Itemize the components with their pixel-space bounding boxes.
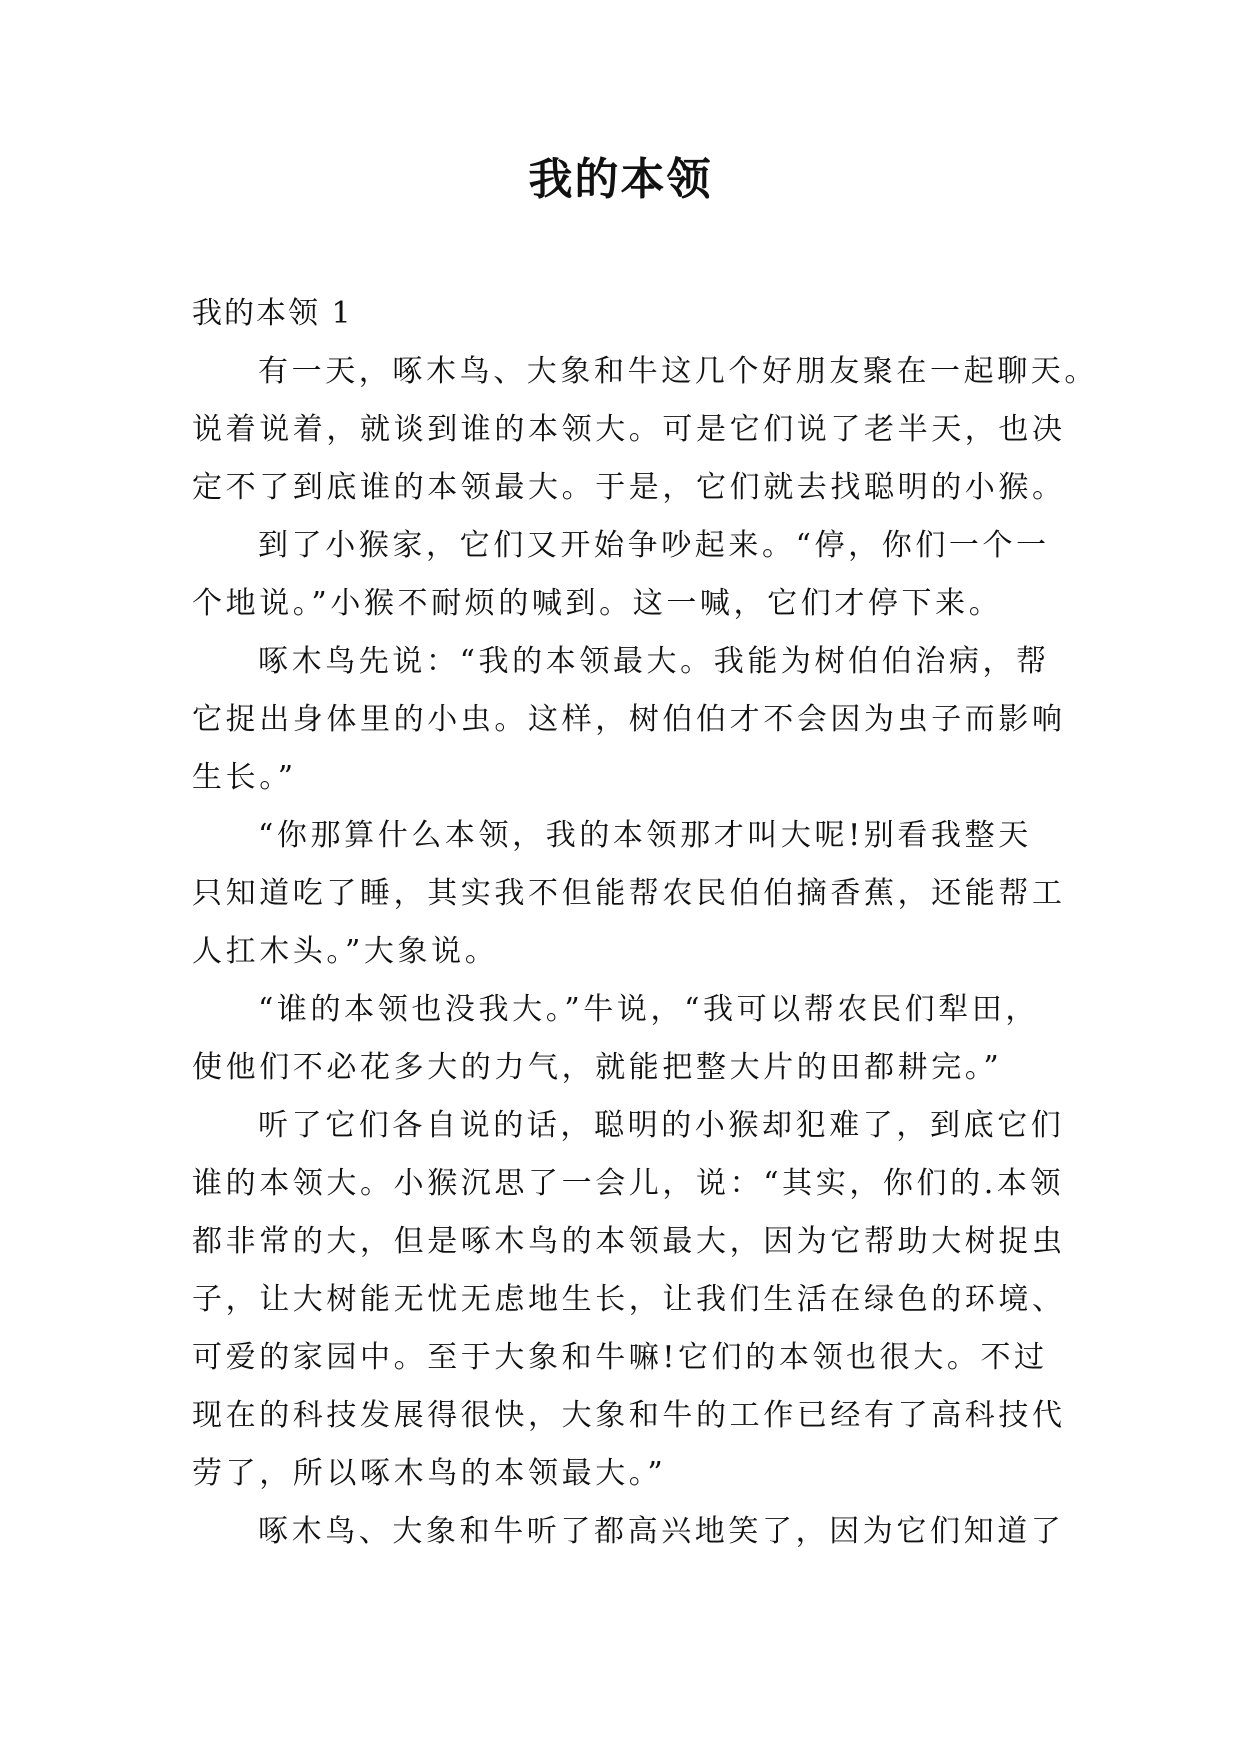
text-line: 人扛木头。”大象说。 — [192, 934, 499, 969]
text-line: 谁的本领大。小猴沉思了一会儿，说：“其实，你们的.本领 — [192, 1166, 1065, 1201]
text-line: 子，让大树能无忧无虑地生长，让我们生活在绿色的环境、 — [192, 1282, 1066, 1317]
text-line: “你那算什么本领，我的本领那才叫大呢!别看我整天 — [258, 818, 1032, 853]
text-line: 使他们不必花多大的力气，就能把整大片的田都耕完。” — [192, 1050, 1003, 1085]
text-line: 到了小猴家，它们又开始争吵起来。“停，你们一个一 — [258, 528, 1050, 563]
text-line: 啄木鸟先说：“我的本领最大。我能为树伯伯治病，帮 — [258, 644, 1050, 679]
text-line: 都非常的大，但是啄木鸟的本领最大，因为它帮助大树捉虫 — [192, 1224, 1066, 1259]
text-line: 个地说。”小猴不耐烦的喊到。这一喊，它们才停下来。 — [192, 586, 1003, 621]
document-title: 我的本领 — [528, 154, 713, 205]
text-line: “谁的本领也没我大。”牛说，“我可以帮农民们犁田， — [258, 992, 1040, 1027]
text-line: 有一天，啄木鸟、大象和牛这几个好朋友聚在一起聊天。 — [258, 354, 1098, 389]
text-line: 啄木鸟、大象和牛听了都高兴地笑了，因为它们知道了 — [258, 1514, 1065, 1549]
text-line: 它捉出身体里的小虫。这样，树伯伯才不会因为虫子而影响 — [192, 702, 1066, 737]
text-line: 可爱的家园中。至于大象和牛嘛!它们的本领也很大。不过 — [192, 1340, 1048, 1375]
text-line: 定不了到底谁的本领最大。于是，它们就去找聪明的小猴。 — [192, 470, 1066, 505]
text-line: 只知道吃了睡，其实我不但能帮农民伯伯摘香蕉，还能帮工 — [192, 876, 1066, 911]
text-line: 劳了，所以啄木鸟的本领最大。” — [192, 1456, 667, 1491]
text-line: 现在的科技发展得很快，大象和牛的工作已经有了高科技代 — [192, 1398, 1066, 1433]
text-line: 听了它们各自说的话，聪明的小猴却犯难了，到底它们 — [258, 1108, 1065, 1143]
text-line: 说着说着，就谈到谁的本领大。可是它们说了老半天，也决 — [192, 412, 1066, 447]
section-label: 我的本领 1 — [192, 296, 353, 331]
text-line: 生长。” — [192, 760, 297, 795]
